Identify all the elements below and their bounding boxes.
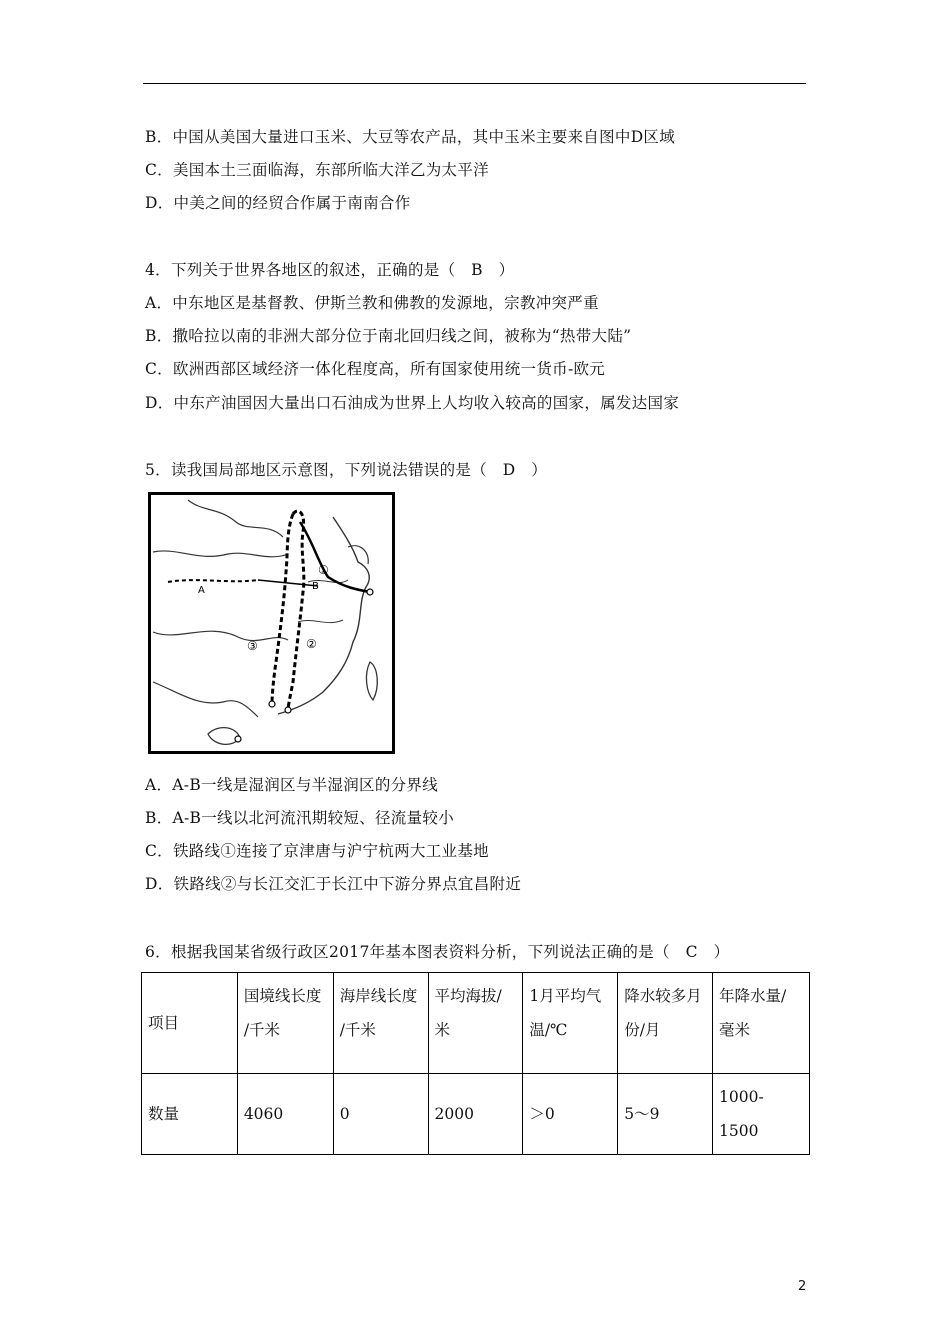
q4-option-d: D．中东产油国因大量出口石油成为世界上人均收入较高的国家，属发达国家 [145,394,680,412]
label-railway-3: ③ [247,639,258,653]
table-cell: 0 [333,1074,428,1155]
table-header-cell: 国境线长度 /千米 [237,973,333,1074]
table-cell: 5～9 [618,1074,713,1155]
label-railway-2: ② [306,637,317,651]
q3-option-c: C．美国本土三面临海，东部所临大洋乙为太平洋 [145,161,489,179]
table-cell: 1000-1500 [713,1074,810,1155]
table-cell: ＞0 [523,1074,618,1155]
table-header-row [142,973,810,1074]
q4-option-c: C．欧洲西部区域经济一体化程度高，所有国家使用统一货币-欧元 [145,360,606,378]
table-header-cell: 降水较多月 份/月 [618,973,713,1074]
table-cell: 数量 [142,1074,238,1155]
q6-stem: 6．根据我国某省级行政区2017年基本图表资料分析，下列说法正确的是（ C ） [145,943,730,961]
label-b: B [312,581,319,592]
page-number: 2 [798,1279,807,1294]
table-cell: 4060 [237,1074,333,1155]
q5-stem: 5．读我国局部地区示意图，下列说法错误的是（ D ） [145,461,548,479]
q5-option-a: A．A-B一线是湿润区与半湿润区的分界线 [145,776,439,794]
q4-option-b: B．撒哈拉以南的非洲大部分位于南北回归线之间，被称为“热带大陆” [145,327,632,345]
q4-stem: 4．下列关于世界各地区的叙述，正确的是（ B ） [145,261,515,279]
data-table [141,972,810,1155]
q3-option-b: B．中国从美国大量进口玉米、大豆等农产品，其中玉米主要来自图中D区域 [145,128,676,146]
q5-option-c: C．铁路线①连接了京津唐与沪宁杭两大工业基地 [145,842,489,860]
table-header-cell: 年降水量/ 毫米 [713,973,810,1074]
table-header-cell: 海岸线长度 /千米 [333,973,428,1074]
label-railway-1: ① [318,563,329,577]
table-row [142,1074,810,1155]
header-rule [143,83,806,84]
table-header-cell: 项目 [142,973,238,1074]
q3-option-d: D．中美之间的经贸合作属于南南合作 [145,194,411,212]
q4-option-a: A．中东地区是基督教、伊斯兰教和佛教的发源地，宗教冲突严重 [145,294,599,312]
q5-option-d: D．铁路线②与长江交汇于长江中下游分界点宜昌附近 [145,875,522,893]
table-header-cell: 平均海拔/ 米 [428,973,523,1074]
q5-option-b: B．A-B一线以北河流汛期较短、径流量较小 [145,809,455,827]
table-cell: 2000 [428,1074,523,1155]
china-region-map [148,492,395,754]
label-a: A [198,585,205,596]
table-header-cell: 1月平均气 温/℃ [523,973,618,1074]
